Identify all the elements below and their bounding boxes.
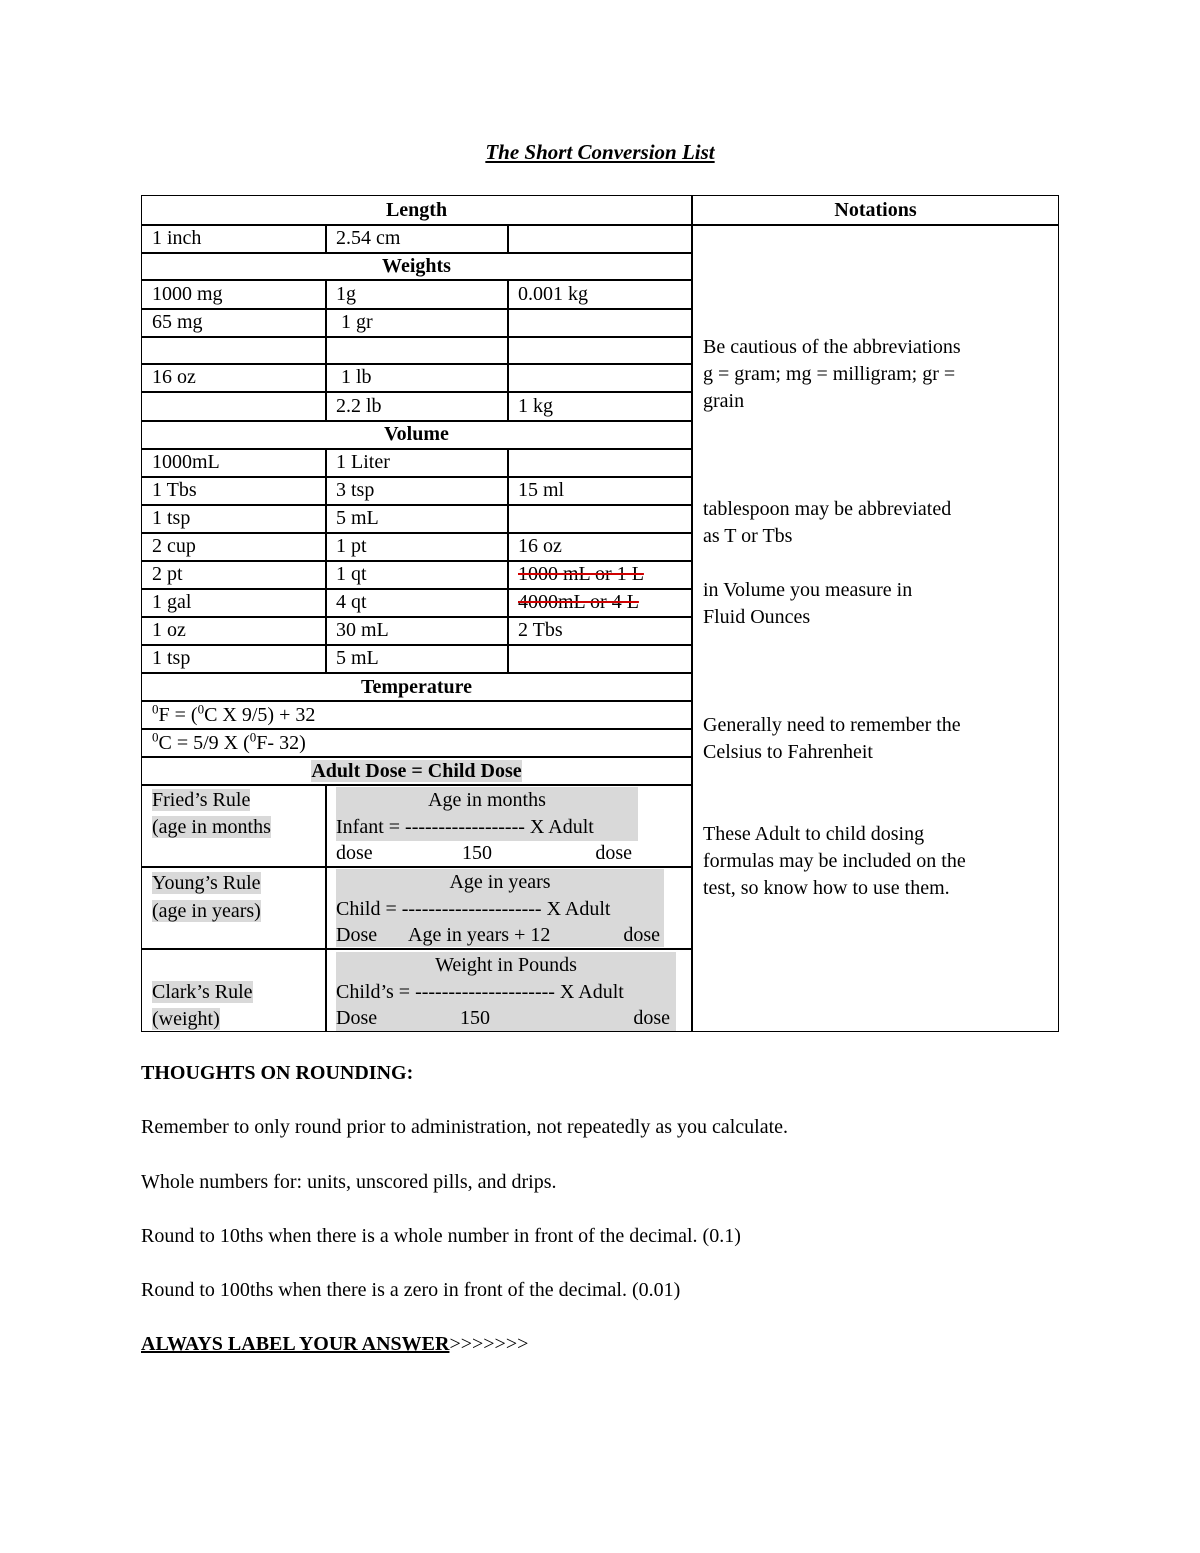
header-weights: Weights (382, 255, 451, 277)
degree-sup: 0 (152, 701, 159, 717)
formula-fahrenheit (152, 703, 315, 727)
table-cell: 2 Tbs (518, 619, 563, 641)
table-cell: 1 tsp (152, 647, 191, 669)
table-cell: 1 gal (152, 591, 192, 613)
rounding-paragraph: Whole numbers for: units, unscored pills, and drips. (141, 1171, 557, 1193)
label-reminder-arrows: >>>>>>> (449, 1333, 529, 1355)
divider (141, 866, 692, 868)
divider-notations (691, 195, 693, 1032)
formula-part: dose (633, 1007, 670, 1029)
table-cell: 1 qt (336, 563, 367, 585)
note-temperature (703, 712, 1043, 766)
header-volume: Volume (384, 423, 449, 445)
divider (141, 616, 692, 618)
rounding-heading: THOUGHTS ON ROUNDING: (141, 1062, 414, 1084)
divider (141, 644, 692, 646)
divider (141, 756, 692, 758)
formula-part: F- 32) (256, 732, 306, 754)
rule-name: Fried’s Rule (152, 789, 251, 811)
table-cell: 0.001 kg (518, 283, 588, 305)
divider (325, 224, 327, 252)
rounding-paragraph: Round to 10ths when there is a whole number in front of the decimal. (0.1) (141, 1225, 741, 1247)
young-rule-name (152, 869, 261, 925)
note-line: Generally need to remember the (703, 714, 961, 736)
header-length: Length (385, 199, 448, 221)
table-cell: 5 mL (336, 507, 379, 529)
table-cell: 1 inch (152, 227, 202, 249)
note-line: Fluid Ounces (703, 606, 811, 628)
table-cell: 3 tsp (336, 479, 375, 501)
divider (141, 700, 692, 702)
note-line: test, so know how to use them. (703, 877, 950, 899)
table-cell: 15 ml (518, 479, 565, 501)
rule-desc: (weight) (152, 1008, 220, 1030)
formula-part: 150 (460, 1007, 490, 1029)
table-cell: 4 qt (336, 591, 367, 613)
label-reminder (141, 1332, 528, 1356)
clark-rule-numerator: Weight in Pounds (336, 952, 676, 979)
note-line: in Volume you measure in (703, 579, 913, 601)
fried-rule-name (152, 787, 271, 841)
table-cell: 2 pt (152, 563, 183, 585)
formula-part: F = ( (158, 704, 198, 726)
table-cell: 1000mL (152, 451, 220, 473)
note-line: These Adult to child dosing (703, 823, 925, 845)
clark-rule-line: Child’s = --------------------- X Adult (336, 979, 676, 1006)
struck-cell: 4000mL or 4 L (518, 591, 639, 613)
rule-name: Clark’s Rule (152, 981, 253, 1003)
divider (141, 336, 692, 338)
rule-desc: (age in months (152, 816, 271, 838)
divider (141, 224, 1059, 226)
formula-part: C X 9/5) + 32 (204, 704, 316, 726)
header-adult-child-dose-label: Adult Dose = Child Dose (311, 760, 522, 782)
formula-celsius (152, 731, 306, 755)
table-cell: 1 gr (336, 311, 373, 333)
rule-name: Young’s Rule (152, 872, 261, 894)
table-cell: 16 oz (518, 535, 562, 557)
label-reminder-text: ALWAYS LABEL YOUR ANSWER (141, 1333, 450, 1355)
note-line: tablespoon may be abbreviated (703, 498, 952, 520)
clark-rule-bottom (336, 1006, 676, 1031)
table-cell: 1 kg (518, 395, 553, 417)
rule-desc: (age in years) (152, 900, 261, 922)
divider (141, 504, 692, 506)
formula-part: dose (595, 842, 632, 864)
table-cell: 30 mL (336, 619, 389, 641)
note-line: Be cautious of the abbreviations (703, 336, 961, 358)
fried-rule-bottom (336, 841, 632, 865)
divider (141, 476, 692, 478)
degree-sup: 0 (152, 729, 159, 745)
divider (141, 948, 692, 950)
note-tablespoon (703, 496, 1043, 550)
note-line: formulas may be included on the (703, 850, 966, 872)
table-cell: 5 mL (336, 647, 379, 669)
page-title: The Short Conversion List (485, 140, 715, 164)
table-cell: 1 Tbs (152, 479, 197, 501)
fried-rule-numerator: Age in months (336, 787, 638, 814)
formula-part: dose (623, 924, 660, 946)
table-cell: 1 lb (336, 366, 372, 388)
note-dosing (703, 821, 1043, 902)
header-notations: Notations (834, 199, 917, 221)
note-line: as T or Tbs (703, 525, 793, 547)
divider (507, 280, 509, 420)
table-cell: 1 tsp (152, 507, 191, 529)
divider (325, 785, 327, 1032)
table-cell: 1000 mg (152, 283, 223, 305)
table-cell: 1 oz (152, 619, 186, 641)
rounding-paragraph: Round to 100ths when there is a zero in front of the decimal. (0.01) (141, 1279, 681, 1301)
note-volume (703, 577, 1043, 631)
divider (507, 224, 509, 252)
fried-rule-line: Infant = ------------------ X Adult (336, 814, 638, 841)
note-line: grain (703, 390, 745, 412)
formula-part: Dose (336, 924, 378, 946)
young-rule-numerator: Age in years (336, 869, 664, 896)
divider (141, 672, 692, 674)
divider (141, 308, 692, 310)
table-cell: 1 Liter (336, 451, 390, 473)
rounding-paragraph: Remember to only round prior to administration, not repeatedly as you calculate. (141, 1116, 789, 1138)
header-adult-child-dose (141, 759, 692, 783)
note-line: Celsius to Fahrenheit (703, 741, 873, 763)
divider (325, 280, 327, 420)
divider (141, 391, 692, 393)
divider (141, 448, 692, 450)
divider (141, 532, 692, 534)
degree-sup: 0 (197, 701, 205, 717)
divider (141, 728, 692, 730)
divider (141, 363, 692, 365)
note-abbreviations (703, 334, 1043, 415)
formula-part: 150 (462, 842, 492, 864)
divider (141, 784, 692, 786)
formula-part: dose (336, 842, 373, 864)
table-cell: 2.2 lb (336, 395, 382, 417)
divider (141, 279, 692, 281)
formula-part: Age in years + 12 (408, 924, 551, 946)
struck-cell: 1000 mL or 1 L (518, 563, 644, 585)
table-cell: 2.54 cm (336, 227, 401, 249)
table-cell: 2 cup (152, 535, 196, 557)
young-rule-line: Child = --------------------- X Adult (336, 896, 664, 923)
formula-part: Dose (336, 1007, 378, 1029)
note-line: g = gram; mg = milligram; gr = (703, 363, 956, 385)
table-cell: 1g (336, 283, 356, 305)
formula-part: C = 5/9 X ( (158, 732, 250, 754)
degree-sup: 0 (249, 729, 257, 745)
table-cell: 1 pt (336, 535, 367, 557)
header-temperature: Temperature (360, 676, 473, 698)
table-cell: 65 mg (152, 311, 203, 333)
table-cell: 16 oz (152, 366, 196, 388)
young-rule-bottom (336, 923, 664, 947)
clark-rule-name (152, 979, 253, 1033)
